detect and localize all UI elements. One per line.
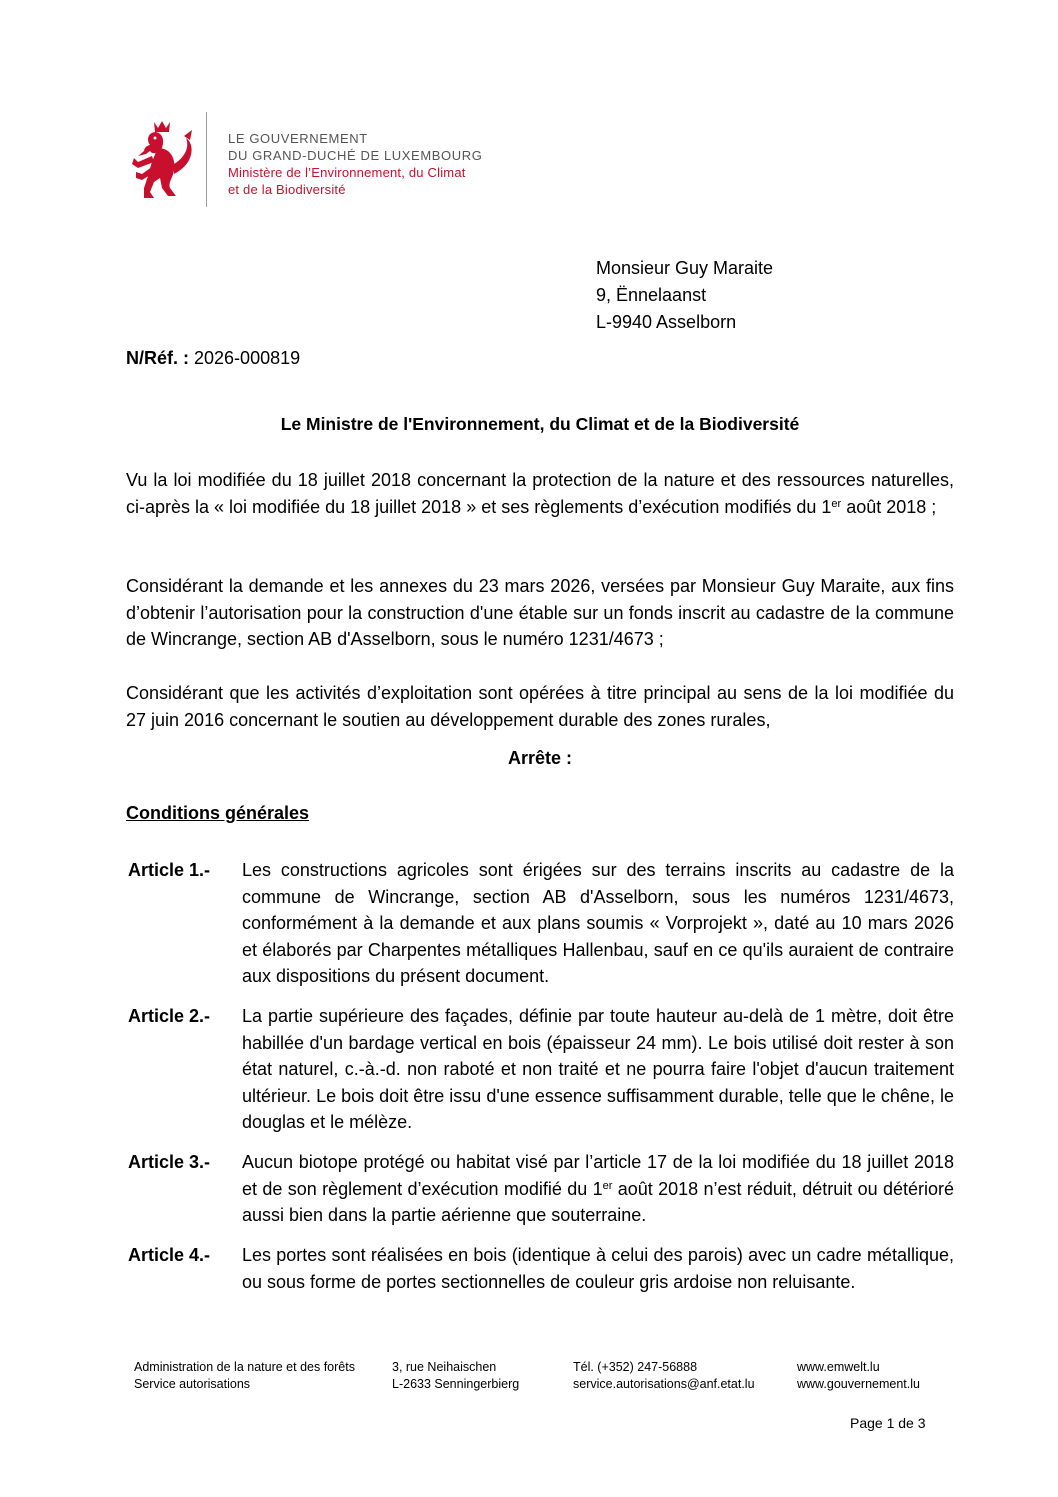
paragraph-vu-la-loi — [126, 467, 954, 520]
org-line-2: DU GRAND-DUCHÉ DE LUXEMBOURG — [228, 148, 483, 163]
article-2 — [126, 1003, 954, 1136]
footer-website-link: www.emwelt.lu — [797, 1360, 880, 1374]
article-text-part: août 2018 n’est réduit, détruit ou détérioré aussi bien dans la partie aérienne que souterraine. — [242, 1178, 954, 1225]
reference-line — [126, 348, 300, 369]
article-text: Les portes sont réalisées en bois (identique à celui des parois) avec un cadre métallique, ou sous forme de portes sectionnelles de couleur gris ardoise non reluisante. — [242, 1245, 954, 1292]
footer-line: L-2633 Senningerbierg — [392, 1377, 520, 1391]
recipient-name: Monsieur Guy Maraite — [596, 258, 774, 278]
header-divider — [206, 112, 207, 207]
government-header — [228, 130, 482, 198]
recipient-street: 9, Ënnelaanst — [596, 285, 707, 305]
footer-phone: Tél. (+352) 247-56888 — [573, 1360, 698, 1374]
ministry-line-2: et de la Biodiversité — [228, 182, 346, 197]
paragraph-text: Vu la loi modifiée du 18 juillet 2018 concernant la protection de la nature et des ressources naturelles, ci-après la « loi modifiée du 18 juillet 2018 » et ses règlements d’exécution modifiés du 1 — [126, 470, 954, 517]
page-number: Page 1 de 3 — [850, 1415, 926, 1431]
paragraph-text: août 2018 ; — [841, 496, 937, 517]
article-1 — [126, 857, 954, 990]
paragraph-considerant-demande: Considérant la demande et les annexes du 23 mars 2026, versées par Monsieur Guy Maraite, aux fins d’obtenir l’autorisation pour la construction d'une étable sur un fonds inscrit au cadastre de la commune de Wincrange, section AB d'Asselborn, sous le numéro 1231/4673 ; — [126, 576, 954, 649]
article-4 — [126, 1242, 954, 1295]
red-lion-coat-of-arms-icon — [128, 118, 194, 202]
footer-websites — [797, 1359, 920, 1393]
article-label: Article 4.- — [128, 1245, 211, 1265]
footer-line: Service autorisations — [134, 1377, 251, 1391]
document-title: Le Ministre de l'Environnement, du Climat et de la Biodiversité — [280, 414, 800, 434]
section-title: Conditions générales — [126, 803, 310, 823]
footer-address — [392, 1359, 519, 1393]
footer-line: 3, rue Neihaischen — [392, 1360, 497, 1374]
reference-value: 2026-000819 — [194, 348, 301, 368]
org-line-1: LE GOUVERNEMENT — [228, 131, 368, 146]
article-label: Article 1.- — [128, 860, 211, 880]
ministry-line-1: Ministère de l’Environnement, du Climat — [228, 165, 466, 180]
recipient-city: L-9940 Asselborn — [596, 312, 737, 332]
reference-label: N/Réf. : — [126, 348, 189, 368]
footer-email: service.autorisations@anf.etat.lu — [573, 1377, 755, 1391]
superscript: er — [602, 1179, 613, 1192]
article-3 — [126, 1149, 954, 1229]
article-text: Les constructions agricoles sont érigées sur des terrains inscrits au cadastre de la commune de Wincrange, section AB d'Asselborn, sous les numéros 1231/4673, conformément à la demande et aux plans soumis « Vorprojekt », daté au 10 mars 2026 et élaborés par Charpentes métalliques Hallenbau, sauf en ce qu'ils auraient de contraire aux dispositions du présent document. — [242, 860, 954, 986]
arrete-heading: Arrête : — [507, 748, 573, 768]
article-label: Article 2.- — [128, 1006, 211, 1026]
recipient-address — [596, 255, 773, 336]
footer-contact — [573, 1359, 755, 1393]
article-text: La partie supérieure des façades, définie par toute hauteur au-delà de 1 mètre, doit être habillée d'un bardage vertical en bois (épaisseur 24 mm). Le bois utilisé doit rester à son état naturel, c.-à.-d. non raboté et non traité et ne pourra faire l'objet d'aucun traitement ultérieur. Le bois doit être issu d'une essence suffisamment durable, telle que le chêne, le douglas et le mélèze. — [242, 1006, 954, 1132]
article-text-part: Aucun biotope protégé ou habitat visé par l’article 17 de la loi modifiée du 18 juillet 2018 et de son règlement d’exécution modifié du 1 — [242, 1152, 954, 1199]
paragraph-considerant-activites: Considérant que les activités d’exploitation sont opérées à titre principal au sens de la loi modifiée du 27 juin 2016 concernant le soutien au développement durable des zones rurales, — [126, 683, 954, 730]
article-label: Article 3.- — [128, 1152, 211, 1172]
superscript: er — [831, 497, 842, 510]
article-text — [242, 1149, 954, 1229]
footer-administration — [134, 1359, 355, 1393]
footer-website-link: www.gouvernement.lu — [797, 1377, 920, 1391]
footer-line: Administration de la nature et des forêts — [134, 1360, 355, 1374]
